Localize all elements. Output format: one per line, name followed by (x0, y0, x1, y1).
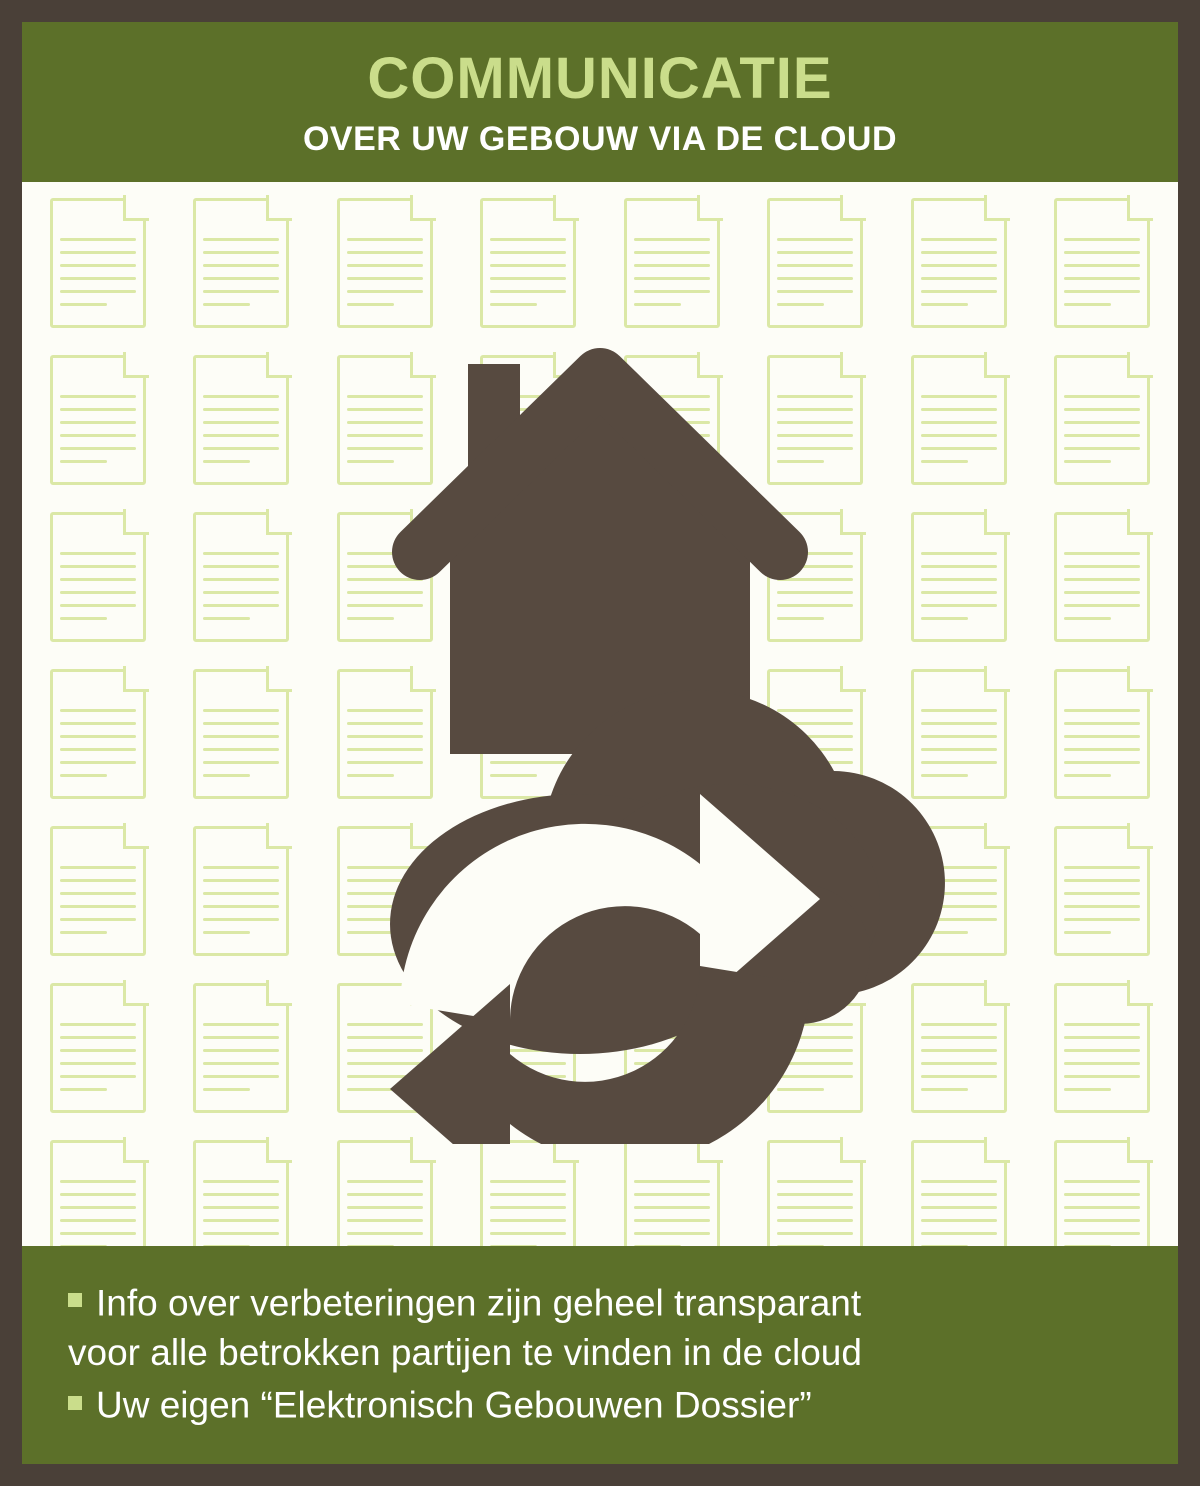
document-fold (123, 1137, 149, 1163)
document-fold (1127, 666, 1153, 692)
document-icon (1054, 198, 1150, 328)
document-fold (1127, 352, 1153, 378)
document-lines (490, 1180, 566, 1246)
bullet-text-continued: voor alle betrokken partijen te vinden in de cloud (68, 1331, 862, 1373)
document-fold (123, 666, 149, 692)
document-fold (1127, 980, 1153, 1006)
document-fold (266, 195, 292, 221)
page-title: COMMUNICATIE (367, 46, 833, 111)
document-lines (921, 1180, 997, 1246)
document-icon (911, 1140, 1007, 1246)
document-icon (767, 1140, 863, 1246)
document-fold (1127, 1137, 1153, 1163)
bullet-text: Uw eigen “Elektronisch Gebouwen Dossier” (96, 1384, 812, 1426)
document-icon (1054, 669, 1150, 799)
document-icon (50, 826, 146, 956)
document-icon (624, 1140, 720, 1246)
bullet-square-icon (68, 1293, 82, 1307)
bullet-row (68, 1378, 1132, 1430)
bullet-square-icon (68, 1396, 82, 1410)
document-fold (123, 509, 149, 535)
document-lines (60, 1023, 136, 1091)
document-lines (1064, 238, 1140, 306)
document-fold (1127, 823, 1153, 849)
list-item (68, 1378, 1132, 1430)
artwork-area (22, 182, 1178, 1246)
document-icon (50, 512, 146, 642)
document-lines (1064, 1023, 1140, 1091)
document-icon (50, 669, 146, 799)
document-lines (1064, 395, 1140, 463)
document-fold (1127, 509, 1153, 535)
document-fold (123, 823, 149, 849)
document-icon (50, 983, 146, 1113)
document-lines (60, 1180, 136, 1246)
document-lines (60, 395, 136, 463)
document-fold (410, 195, 436, 221)
document-lines (347, 1180, 423, 1246)
document-fold (984, 980, 1010, 1006)
document-lines (1064, 552, 1140, 620)
document-fold (984, 823, 1010, 849)
document-lines (60, 552, 136, 620)
document-lines (1064, 1180, 1140, 1246)
document-lines (1064, 866, 1140, 934)
document-icon (193, 1140, 289, 1246)
document-icon (1054, 512, 1150, 642)
page-subtitle: OVER UW GEBOUW VIA DE CLOUD (302, 120, 898, 158)
document-lines (60, 238, 136, 306)
document-fold (984, 195, 1010, 221)
document-lines (1064, 709, 1140, 777)
poster-inner (22, 22, 1178, 1464)
document-icon (1054, 983, 1150, 1113)
document-fold (553, 195, 579, 221)
document-icon (480, 1140, 576, 1246)
footer-band (22, 1246, 1178, 1464)
document-lines (60, 709, 136, 777)
document-icon (337, 1140, 433, 1246)
document-fold (984, 1137, 1010, 1163)
document-lines (60, 866, 136, 934)
document-icon (1054, 1140, 1150, 1246)
bullet-row (68, 1276, 1132, 1328)
document-fold (984, 666, 1010, 692)
document-fold (697, 195, 723, 221)
document-fold (984, 352, 1010, 378)
document-icon (1054, 355, 1150, 485)
document-lines (203, 1180, 279, 1246)
document-icon (50, 355, 146, 485)
document-fold (123, 980, 149, 1006)
document-fold (840, 195, 866, 221)
document-fold (1127, 195, 1153, 221)
cloud-house-sync-illustration (250, 284, 950, 1144)
document-lines (777, 1180, 853, 1246)
document-icon (50, 1140, 146, 1246)
document-icon (1054, 826, 1150, 956)
document-fold (123, 195, 149, 221)
header-band (22, 22, 1178, 182)
document-lines (634, 1180, 710, 1246)
document-fold (984, 509, 1010, 535)
list-item (68, 1276, 1132, 1378)
document-fold (123, 352, 149, 378)
bullet-text: Info over verbeteringen zijn geheel transparant (96, 1281, 862, 1323)
document-icon (50, 198, 146, 328)
